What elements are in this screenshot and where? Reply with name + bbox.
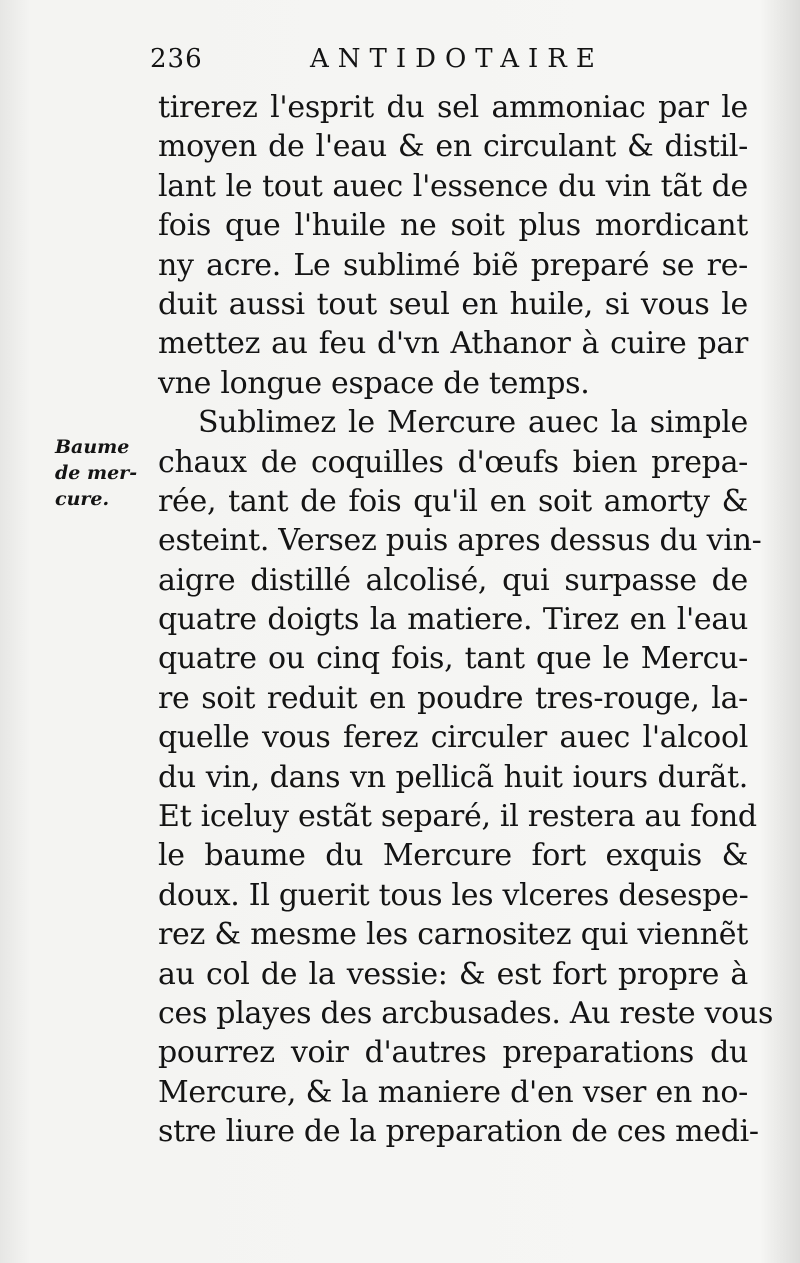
text-line: quatre ou cinq fois, tant que le Mercu- xyxy=(158,641,748,677)
text-line: doux. Il guerit tous les vlceres desespe- xyxy=(158,877,749,913)
text-line: Et iceluy estãt separé, il restera au fond xyxy=(158,799,757,835)
text-line: Mercure, & la maniere d'en vser en no- xyxy=(158,1074,748,1110)
text-line: moyen de l'eau & en circulant & distil- xyxy=(158,129,748,165)
text-line: esteint. Versez puis apres dessus du vin- xyxy=(158,523,762,559)
margin-note-line: de mer- xyxy=(55,462,138,484)
text-line: lant le tout auec l'essence du vin tãt de xyxy=(158,168,748,204)
margin-note-line: cure. xyxy=(55,488,110,510)
text-line: duit aussi tout seul en huile, si vous le xyxy=(158,286,748,322)
text-line: tirerez l'esprit du sel ammoniac par le xyxy=(158,90,748,125)
text-line: aigre distillé alcolisé, qui surpasse de xyxy=(158,562,748,598)
body-text xyxy=(158,88,774,1152)
text-line: quatre doigts la matiere. Tirez en l'eau xyxy=(158,602,748,638)
running-title: ANTIDOTAIRE xyxy=(310,44,604,74)
margin-note xyxy=(55,434,145,512)
text-line: ces playes des arcbusades. Au reste vous xyxy=(158,995,774,1031)
margin-note-line: Baume xyxy=(55,436,130,458)
text-line: du vin, dans vn pellicã huit iours durãt. xyxy=(158,759,748,795)
text-line: ny acre. Le sublimé biẽ preparé se re- xyxy=(158,247,748,283)
text-line: re soit reduit en poudre tres-rouge, la- xyxy=(158,680,748,716)
page-header xyxy=(150,44,750,84)
text-line: quelle vous ferez circuler auec l'alcool xyxy=(158,720,748,756)
text-line: mettez au feu d'vn Athanor à cuire par xyxy=(158,326,748,362)
text-line: pourrez voir d'autres preparations du xyxy=(158,1035,748,1071)
text-line: au col de la vessie: & est fort propre à xyxy=(158,956,748,992)
paragraph-start-line: Sublimez le Mercure auec la simple xyxy=(198,405,748,441)
text-line: rée, tant de fois qu'il en soit amorty & xyxy=(158,483,748,519)
page-number: 236 xyxy=(150,44,203,74)
text-line: stre liure de la preparation de ces medi- xyxy=(158,1114,759,1150)
text-line: vne longue espace de temps. xyxy=(158,365,590,401)
text-line: rez & mesme les carnositez qui viennẽt xyxy=(158,917,748,953)
text-line: le baume du Mercure fort exquis & xyxy=(158,838,748,874)
text-line: fois que l'huile ne soit plus mordicant xyxy=(158,208,748,244)
text-line: chaux de coquilles d'œufs bien prepa- xyxy=(158,444,748,480)
